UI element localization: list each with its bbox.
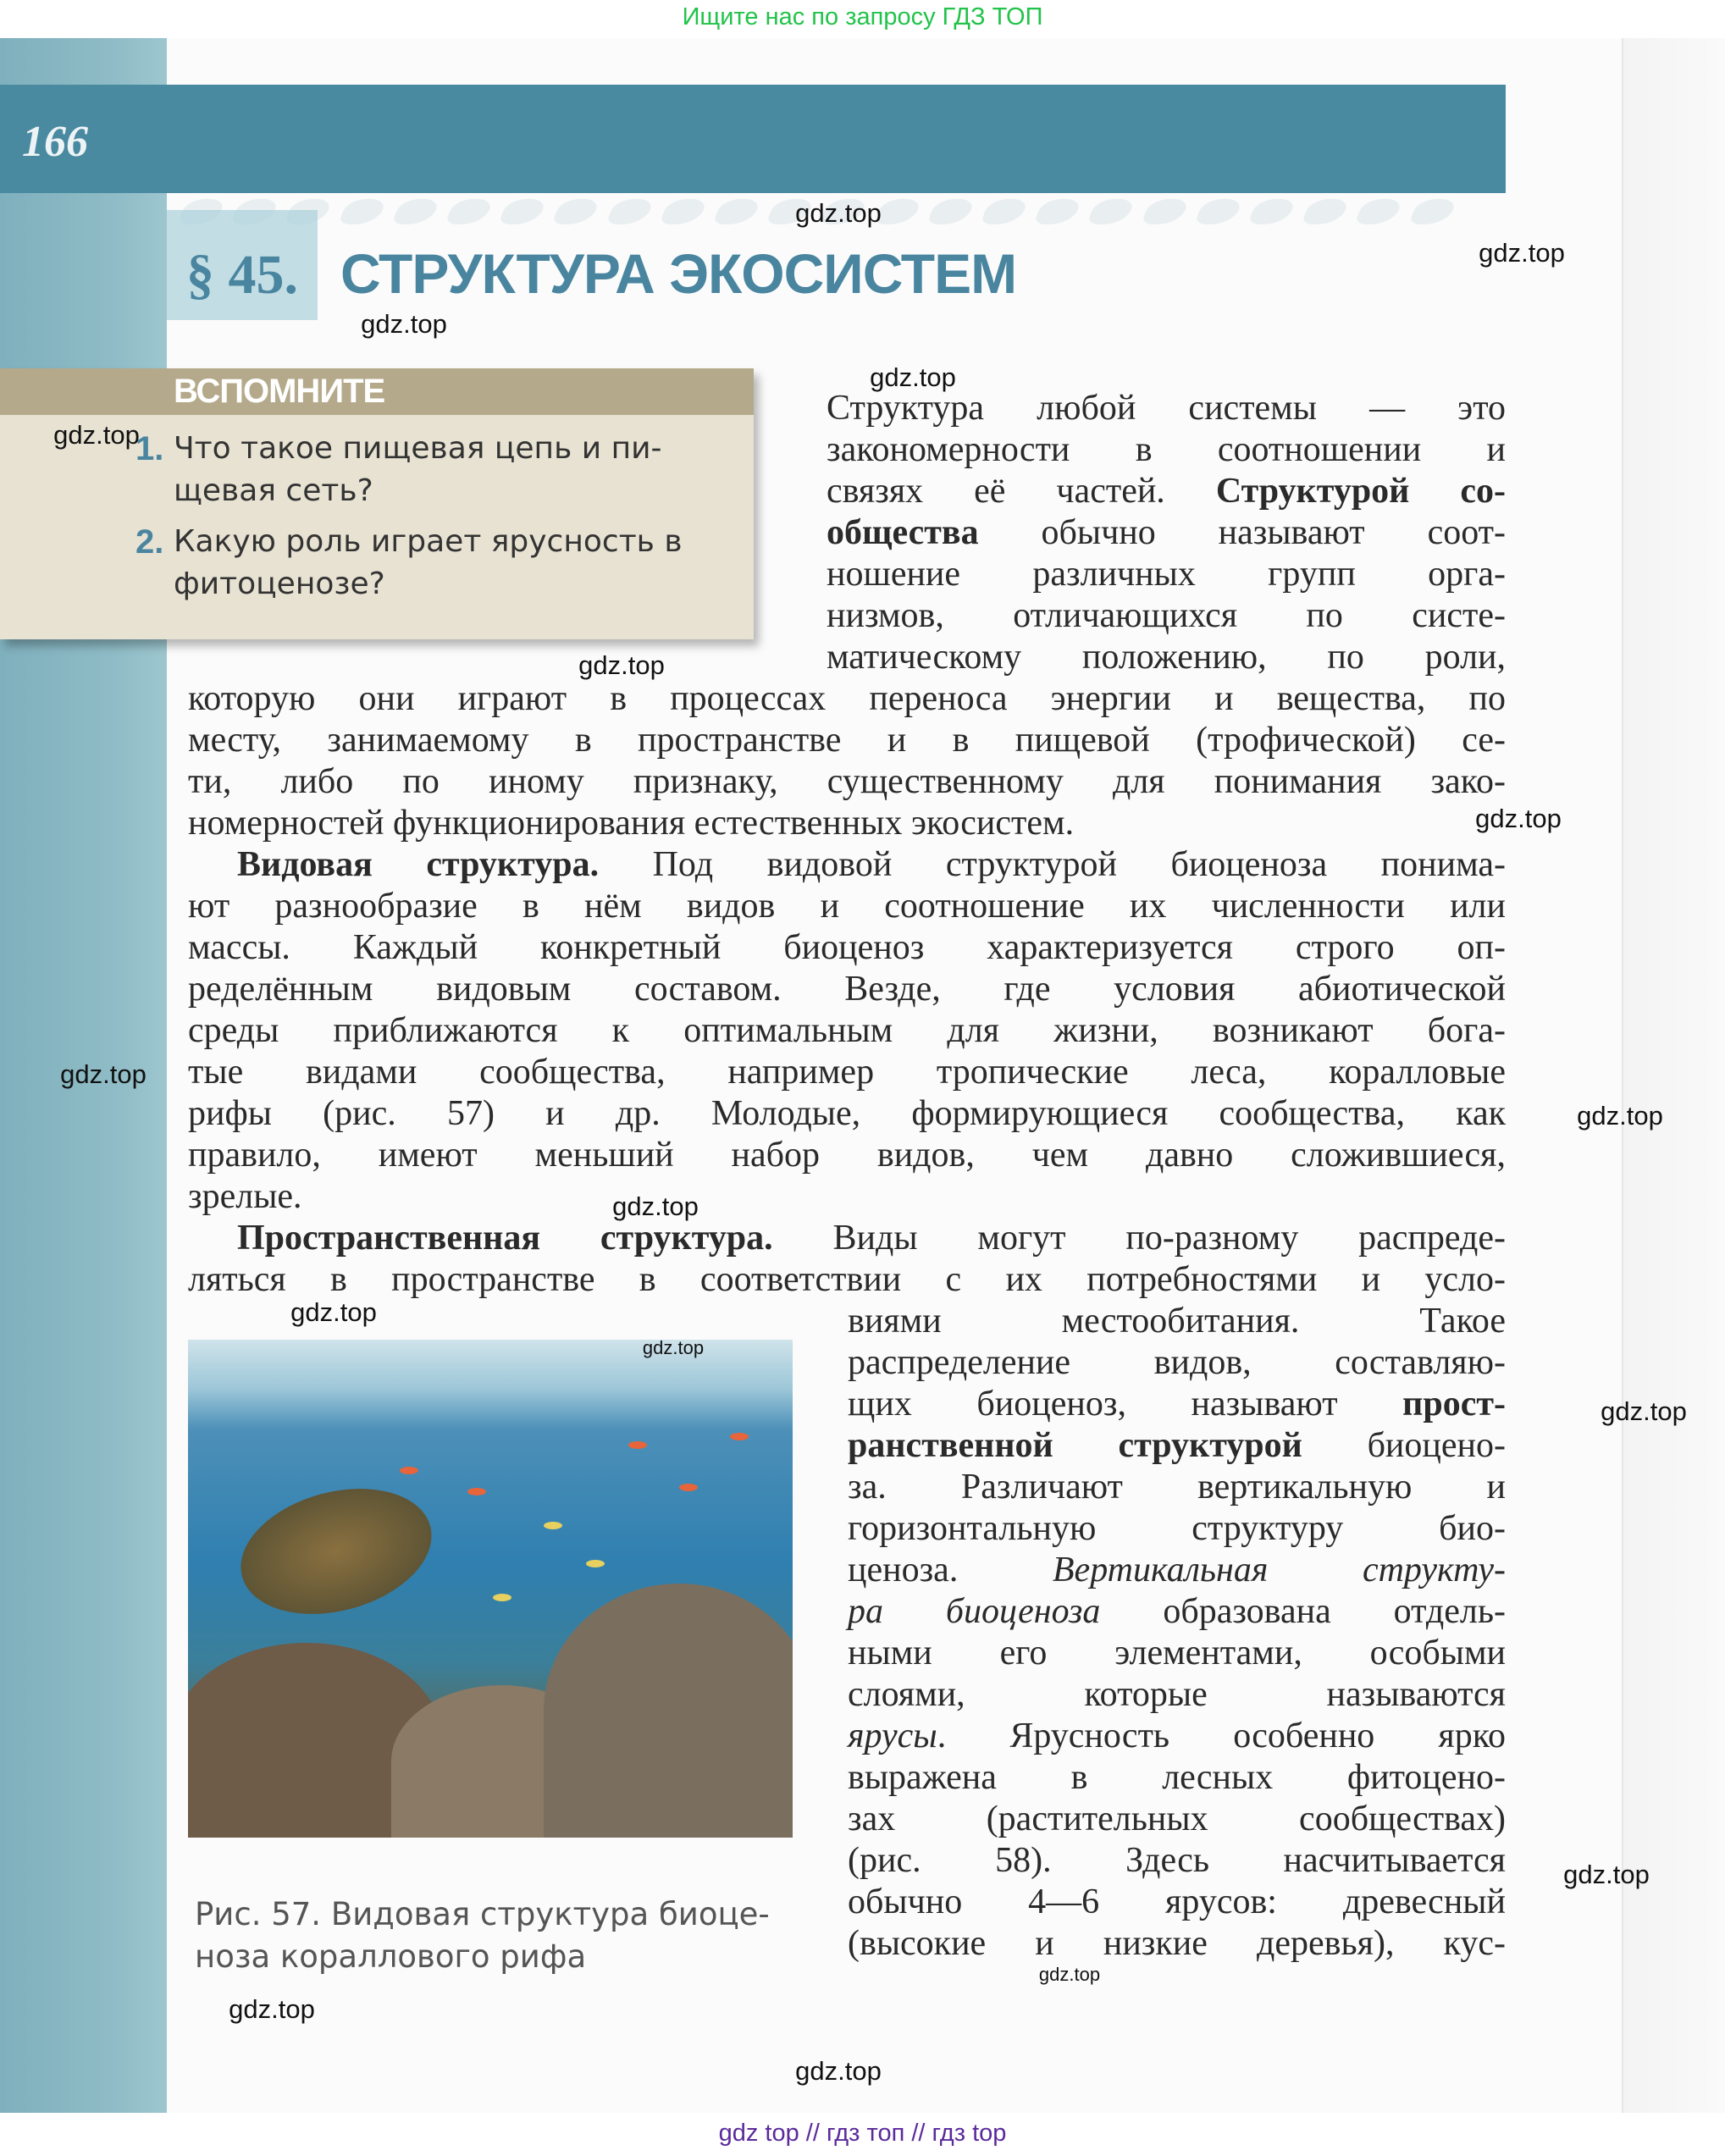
text-segment: среды приближаются к оптимальным для жизни, возникают бога- xyxy=(188,1011,1506,1050)
question-line: щевая сеть? xyxy=(174,473,373,508)
text-segment: рифы (рис. 57) и др. Молодые, формирующиеся сообщества, как xyxy=(188,1094,1506,1133)
bold-term: Пространственная структура. xyxy=(237,1219,773,1258)
watermark: gdz.top xyxy=(1479,238,1565,268)
text-line xyxy=(188,761,1506,803)
text-segment: щих биоценоз, называют xyxy=(848,1385,1403,1424)
text-line xyxy=(188,1176,1506,1218)
text-line xyxy=(848,1799,1506,1840)
text-segment: распределение видов, составляю- xyxy=(848,1343,1506,1382)
text-line xyxy=(188,1218,1506,1259)
text-line xyxy=(848,1674,1506,1716)
text-line xyxy=(848,1923,1506,1965)
text-segment: связях её частей. xyxy=(827,472,1216,511)
question-line: Какую роль играет ярусность в xyxy=(174,524,683,559)
italic-term: ярусы xyxy=(848,1717,937,1755)
watermark: gdz.top xyxy=(1038,1964,1101,1985)
text-segment: горизонтальную структуру био- xyxy=(848,1509,1506,1548)
text-segment: матическому положению, по роли, xyxy=(827,638,1506,677)
text-line xyxy=(848,1716,1506,1757)
recall-box xyxy=(0,368,754,639)
watermark: gdz.top xyxy=(795,2056,882,2086)
text-line xyxy=(848,1591,1506,1633)
bold-term: ранственной структурой xyxy=(848,1426,1302,1465)
watermark: gdz.top xyxy=(53,420,140,450)
text-line xyxy=(827,512,1506,554)
page-edge xyxy=(1622,38,1725,2113)
watermark: gdz.top xyxy=(1601,1396,1687,1426)
text-segment: виями местообитания. Такое xyxy=(848,1302,1506,1341)
text-segment: номерностей функционирования естественных экосистем. xyxy=(188,804,1075,843)
body-text-full-width xyxy=(188,678,1506,1301)
page-number: 166 xyxy=(22,118,88,166)
text-segment: выражена в лесных фитоцено- xyxy=(848,1758,1506,1797)
text-segment: образована отдель- xyxy=(1100,1592,1506,1631)
recall-question xyxy=(135,428,724,512)
text-segment: ляться в пространстве в соответствии с их потребностями и усло- xyxy=(188,1260,1506,1299)
text-line xyxy=(848,1633,1506,1674)
watermark: gdz.top xyxy=(229,1994,315,2024)
question-line: Что такое пищевая цепь и пи- xyxy=(174,431,662,466)
section-title-text: СТРУКТУРА ЭКОСИСТЕМ xyxy=(340,242,1017,305)
coral-reef-photo xyxy=(188,1340,793,1838)
search-hint-banner: Ищите нас по запросу ГДЗ ТОП xyxy=(682,3,1043,30)
figure-caption xyxy=(195,1893,770,1978)
text-line xyxy=(848,1301,1506,1342)
text-segment: массы. Каждый конкретный биоценоз характеризуется строго оп- xyxy=(188,928,1506,967)
text-segment: Виды могут по-разному распреде- xyxy=(772,1219,1506,1258)
watermark: gdz.top xyxy=(1563,1860,1650,1889)
text-line xyxy=(827,429,1506,471)
bold-term: общества xyxy=(827,513,979,552)
text-line xyxy=(188,969,1506,1010)
watermark: gdz.top xyxy=(361,309,447,339)
text-segment: зрелые. xyxy=(188,1177,302,1216)
text-line xyxy=(827,554,1506,595)
text-segment: ношение различных групп орга- xyxy=(827,555,1506,594)
text-line xyxy=(188,886,1506,927)
text-segment: (высокие и низкие деревья), кус- xyxy=(848,1924,1506,1963)
watermark: gdz.top xyxy=(870,362,956,392)
footer-links: gdz top // гдз топ // гдз top xyxy=(718,2120,1007,2147)
question-line: фитоценозе? xyxy=(174,567,385,601)
text-line xyxy=(188,1052,1506,1093)
question-number: 1. xyxy=(135,430,164,467)
text-line xyxy=(188,678,1506,720)
section-title xyxy=(186,241,1016,307)
text-line xyxy=(827,471,1506,512)
recall-heading: ВСПОМНИТЕ xyxy=(0,368,754,415)
text-line xyxy=(188,844,1506,886)
text-segment: ными его элементами, особыми xyxy=(848,1634,1506,1672)
text-line xyxy=(188,1010,1506,1052)
watermark: gdz.top xyxy=(290,1297,377,1327)
italic-term: ра биоценоза xyxy=(848,1592,1101,1631)
watermark: gdz.top xyxy=(1475,804,1562,833)
text-segment: (рис. 58). Здесь насчитывается xyxy=(848,1841,1506,1880)
watermark: gdz.top xyxy=(60,1059,147,1089)
text-line xyxy=(188,803,1506,844)
italic-term: Вертикальная структу- xyxy=(1052,1551,1507,1589)
text-line xyxy=(188,1135,1506,1176)
section-number: § 45. xyxy=(186,244,298,306)
text-segment: ют разнообразие в нём видов и соотношение их численности или xyxy=(188,887,1506,926)
text-segment: обычно называют соот- xyxy=(978,513,1506,552)
watermark: gdz.top xyxy=(1577,1101,1663,1131)
sea-turtle xyxy=(227,1469,445,1634)
recall-question xyxy=(135,521,724,605)
body-text-right-column-2 xyxy=(848,1301,1506,1965)
text-segment: правило, имеют меньший набор видов, чем давно сложившиеся, xyxy=(188,1136,1506,1175)
text-segment: ределённым видовым составом. Везде, где условия абиотической xyxy=(188,970,1506,1009)
text-line xyxy=(848,1508,1506,1550)
text-line xyxy=(848,1840,1506,1882)
text-segment: . Ярусность особенно ярко xyxy=(937,1717,1506,1755)
text-segment: обычно 4—6 ярусов: древесный xyxy=(848,1882,1506,1921)
text-segment: Под видовой структурой биоценоза понима- xyxy=(599,845,1507,884)
text-line xyxy=(827,595,1506,637)
watermark: gdz.top xyxy=(578,650,665,680)
text-segment: слоями, которые называются xyxy=(848,1675,1506,1714)
caption-line: ноза кораллового рифа xyxy=(195,1938,587,1975)
text-segment: которую они играют в процессах переноса энергии и вещества, по xyxy=(188,679,1506,718)
caption-line: Рис. 57. Видовая структура биоце- xyxy=(195,1896,770,1932)
text-segment: биоцено- xyxy=(1302,1426,1506,1465)
text-line xyxy=(848,1342,1506,1384)
watermark: gdz.top xyxy=(795,198,882,228)
text-line xyxy=(848,1550,1506,1591)
text-line xyxy=(188,927,1506,969)
text-segment: закономерности в соотношении и xyxy=(827,430,1506,469)
text-line xyxy=(188,1259,1506,1301)
header-band xyxy=(0,85,1506,193)
text-segment: Структура любой системы — это xyxy=(827,389,1506,428)
text-line xyxy=(188,1093,1506,1135)
text-segment: тые видами сообщества, например тропические леса, коралловые xyxy=(188,1053,1506,1092)
text-segment: ценоза. xyxy=(848,1551,1053,1589)
text-line xyxy=(188,720,1506,761)
bold-term: Видовая структура. xyxy=(237,845,600,884)
text-segment: ти, либо по иному признаку, существенному для понимания зако- xyxy=(188,762,1506,801)
watermark: gdz.top xyxy=(612,1191,699,1221)
body-text-right-column xyxy=(827,388,1506,678)
text-line xyxy=(848,1384,1506,1425)
bold-term: Структурой со- xyxy=(1215,472,1506,511)
text-line xyxy=(848,1882,1506,1923)
text-segment: зах (растительных сообществах) xyxy=(848,1799,1506,1838)
text-line xyxy=(848,1757,1506,1799)
bold-term: прост- xyxy=(1402,1385,1506,1424)
text-segment: низмов, отличающихся по систе- xyxy=(827,596,1506,635)
text-segment: за. Различают вертикальную и xyxy=(848,1468,1506,1506)
watermark: gdz.top xyxy=(642,1337,705,1358)
text-segment: месту, занимаемому в пространстве и в пищевой (трофической) се- xyxy=(188,721,1506,760)
text-line xyxy=(827,388,1506,429)
text-line xyxy=(848,1425,1506,1467)
text-line xyxy=(848,1467,1506,1508)
question-number: 2. xyxy=(135,523,164,561)
text-line xyxy=(827,637,1506,678)
